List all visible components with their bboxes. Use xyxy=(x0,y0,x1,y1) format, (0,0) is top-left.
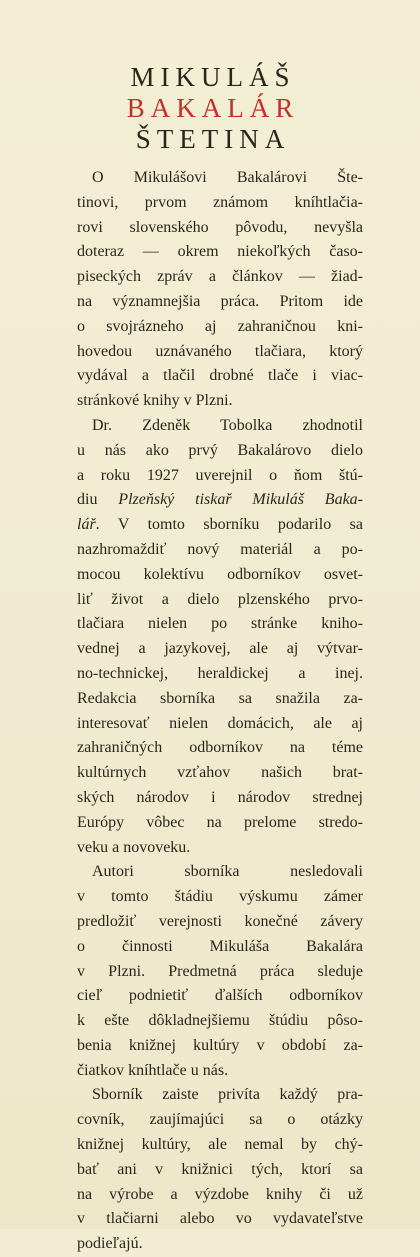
text-line: mocou kolektívu odborníkov osvet- xyxy=(77,565,363,583)
text-line: k ešte dôkladnejšiemu štúdiu pôso- xyxy=(77,1012,363,1030)
text-line: bať ani v knižnici tých, ktorí sa xyxy=(77,1160,363,1178)
italic-book-title: lář xyxy=(77,516,96,534)
text-line: predložiť verejnosti konečné závery xyxy=(77,912,363,930)
paragraph xyxy=(77,860,363,1083)
title-first-name: MIKULÁŠ xyxy=(130,62,296,92)
text-line: podieľajú. xyxy=(77,1235,143,1253)
text-line: Autori sborníka nesledovali xyxy=(92,863,363,881)
paragraph xyxy=(77,166,363,414)
text-line: piseckých zpráv a článkov — žiad- xyxy=(77,268,363,286)
text-line: hovedou uznávaného tlačiara, ktorý xyxy=(77,342,363,360)
text-segment: diu xyxy=(77,491,119,509)
text-line: na významnejšia práca. Pritom ide xyxy=(77,292,363,310)
text-line: Európy vôbec na prelome stredo- xyxy=(77,813,363,831)
text-line: cieľ podnietiť ďalších odborníkov xyxy=(77,987,363,1005)
text-line: O Mikulášovi Bakalárovi Šte- xyxy=(92,169,363,186)
text-line: Dr. Zdeněk Tobolka zhodnotil xyxy=(92,416,363,434)
text-line: liť život a dielo plzenského prvo- xyxy=(77,590,363,608)
text-line: ských národov i národov strednej xyxy=(77,788,363,806)
text-line: veku a novoveku. xyxy=(77,838,191,856)
paragraph xyxy=(77,1083,363,1257)
text-line: u nás ako prvý Bakalárovo dielo xyxy=(77,441,363,459)
text-line xyxy=(77,488,363,513)
text-line xyxy=(77,513,363,538)
text-line: knižnej kultúry, ale nemal by chý- xyxy=(77,1136,363,1154)
text-line: rovi slovenského pôvodu, nevyšla xyxy=(77,218,363,236)
text-line: v tomto štádiu výskumu zámer xyxy=(77,888,363,906)
text-line: stránkové knihy v Plzni. xyxy=(77,392,233,410)
text-line: a roku 1927 uverejnil o ňom štú- xyxy=(77,466,363,484)
text-line: kultúrnych vzťahov našich brat- xyxy=(77,764,363,782)
text-line: tinovi, prvom známom kníhtlačia- xyxy=(77,193,363,211)
text-line: no-technickej, heraldickej a inej. xyxy=(77,664,363,682)
text-line: tlačiara nielen po stránke kniho- xyxy=(77,615,363,633)
text-line: na výrobe a výzdobe knihy či už xyxy=(77,1185,363,1203)
text-line: vednej a jazykovej, ale aj výtvar- xyxy=(77,640,363,658)
title-surname: BAKALÁR xyxy=(126,93,300,123)
text-line: o činnosti Mikuláša Bakalára xyxy=(77,937,363,955)
text-line: covník, zaujímajúci sa o otázky xyxy=(77,1111,363,1129)
text-line: v Plzni. Predmetná práca sleduje xyxy=(77,962,363,980)
text-segment: . V tomto sborníku podarilo sa xyxy=(95,516,363,534)
text-line: Sborník zaiste privíta každý pra- xyxy=(92,1086,363,1104)
text-line: o svojrázneho aj zahraničnou kni- xyxy=(77,317,363,335)
text-line: Redakcia sborníka sa snažila za- xyxy=(77,689,363,707)
italic-book-title: Plzeňský tiskař Mikuláš Baka- xyxy=(118,491,363,509)
text-line: interesovať nielen domácich, ale aj xyxy=(77,714,363,732)
text-line: v tlačiarni alebo vo vydavateľstve xyxy=(77,1210,363,1228)
text-line: doteraz — okrem niekoľkých časo- xyxy=(77,243,363,261)
text-line: čiatkov kníhtlače u nás. xyxy=(77,1061,229,1079)
text-line: vydával a tlačil drobné tlače i viac- xyxy=(77,367,363,385)
title-family-name: ŠTETINA xyxy=(135,124,291,154)
title-block xyxy=(0,62,420,155)
body-text xyxy=(77,166,363,1257)
text-line: nazhromaždiť nový materiál a po- xyxy=(77,540,363,558)
paragraph xyxy=(77,414,363,860)
text-line: benia knižnej kultúry v období za- xyxy=(77,1036,363,1054)
text-line: zahraničných odborníkov na téme xyxy=(77,739,363,757)
